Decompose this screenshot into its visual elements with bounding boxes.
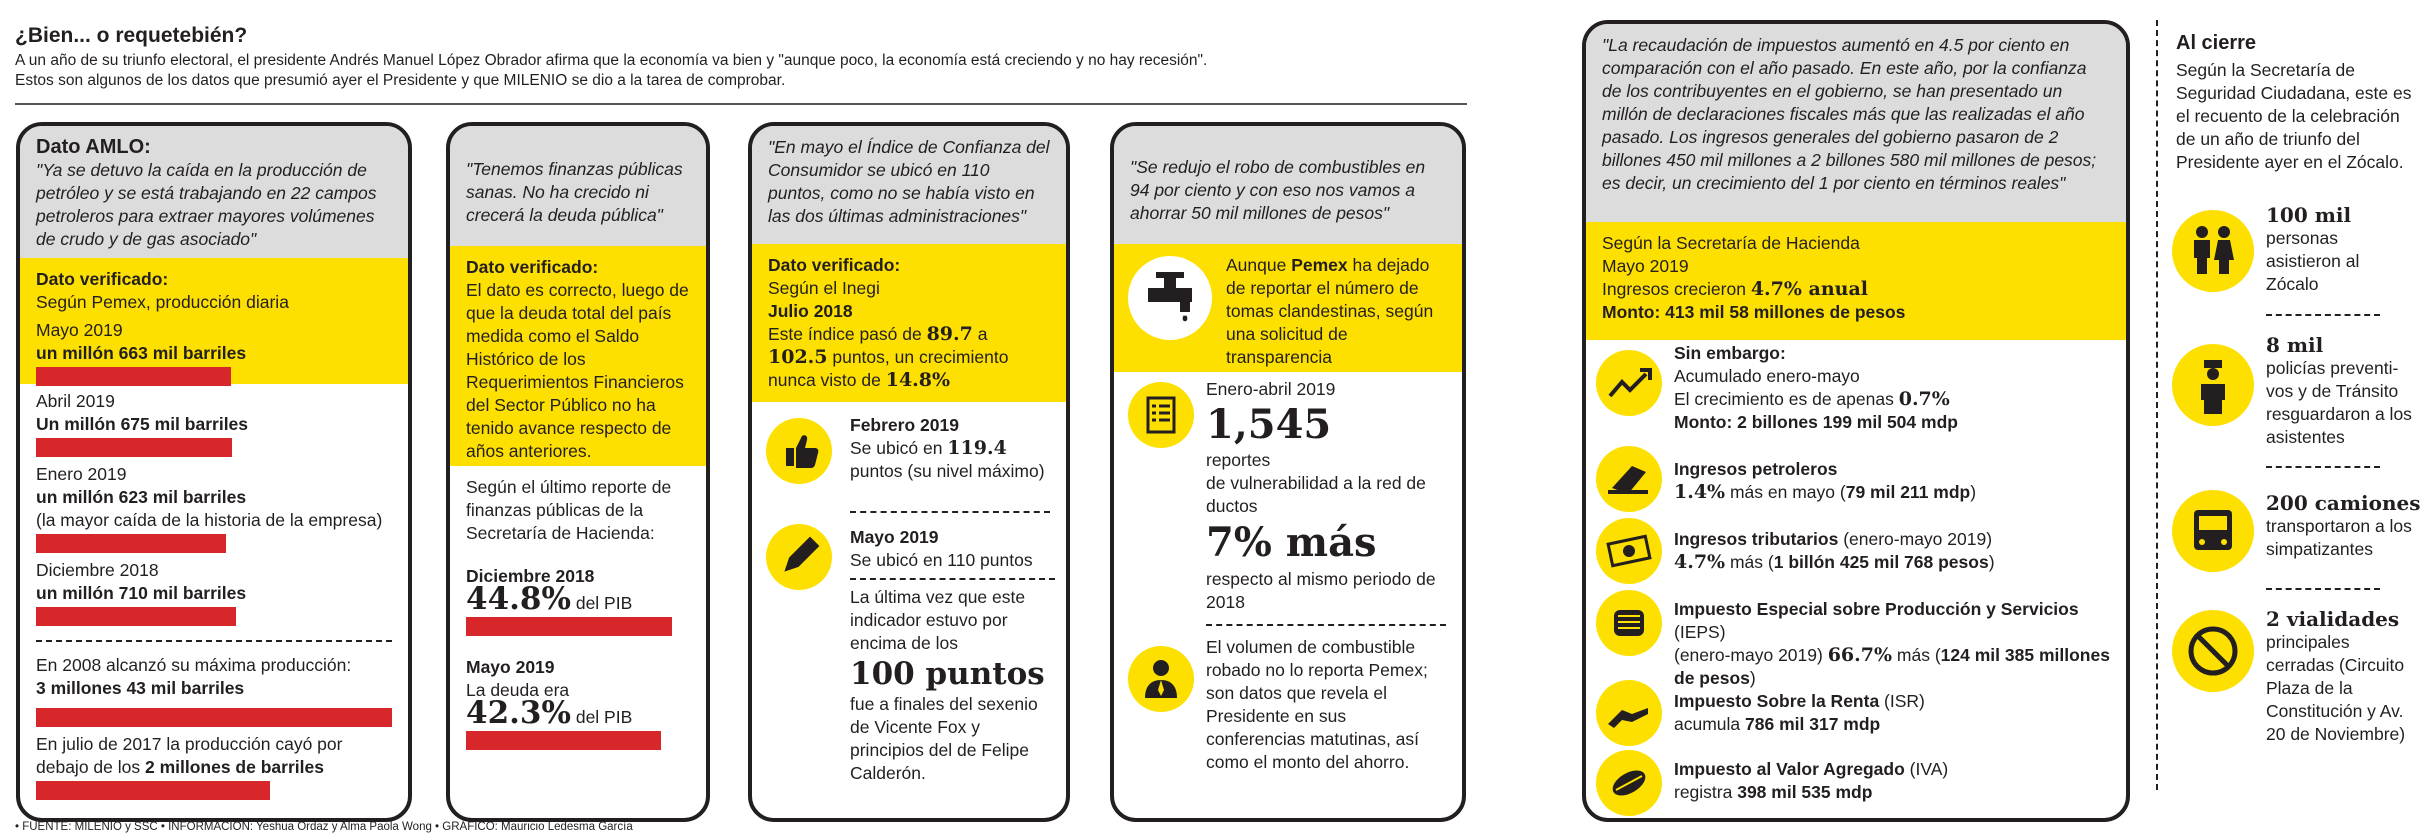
card3-n1: 89.7 — [926, 323, 973, 345]
card3-f1a: Se ubicó en — [850, 438, 948, 458]
card5-i6a: Impuesto al Valor Agregado — [1674, 759, 1905, 779]
card3-verified-box — [752, 244, 1066, 402]
card5-i6b: (IVA) — [1904, 759, 1949, 779]
side-s4n: 2 vialidades — [2266, 607, 2400, 631]
card5-y1: Según la Secretaría de Hacienda — [1602, 233, 1860, 253]
card1-bar-apr — [36, 438, 232, 457]
card1-m6: En julio de 2017 la producción cayó por debajo de los — [36, 734, 343, 777]
card5-i6c: registra — [1674, 782, 1738, 802]
card5-i1n: 0.7% — [1898, 388, 1950, 410]
card5-i2d: ) — [1970, 482, 1977, 502]
card1-v3: un millón 623 mil barriles — [36, 487, 247, 507]
card5-i3a: Ingresos tributarios — [1674, 529, 1839, 549]
card2-verified: Dato verificado: — [466, 257, 599, 277]
coin-icon — [1596, 750, 1662, 816]
person-tie-icon — [1128, 646, 1194, 712]
card2-pib2: del PIB — [575, 707, 633, 727]
side-s1n: 100 mil — [2266, 203, 2352, 227]
card5-i2c: 79 mil 211 mdp — [1845, 482, 1971, 502]
card5-y3: Ingresos crecieron — [1602, 279, 1751, 299]
card4-y2: Pemex — [1291, 255, 1348, 275]
card5-i4e: 124 mil 385 millones de pesos — [1674, 645, 2110, 688]
card1-bar-jan — [36, 534, 226, 553]
card1-source: Según Pemex, producción diaria — [36, 292, 289, 312]
card1-title: Dato AMLO: — [36, 136, 151, 158]
card3-month: Julio 2018 — [768, 301, 853, 321]
side-divider-1 — [2266, 314, 2380, 316]
card5-i5c: acumula — [1674, 714, 1746, 734]
card3-source: Según el Inegi — [768, 278, 880, 298]
card3-end: fue a finales del sexenio de Vicente Fox y principios del de Felipe Calderón. — [850, 694, 1038, 783]
card3-t3: puntos, un crecimiento nunca visto de — [768, 347, 1009, 390]
card3-n3: 14.8% — [885, 369, 951, 391]
card1-m3: Enero 2019 — [36, 464, 127, 484]
card5-i3c: más ( — [1725, 552, 1774, 572]
card5-i1a: Sin embargo: — [1674, 343, 1786, 363]
card1-v5: 3 millones 43 mil barriles — [36, 678, 245, 698]
card-fuel-theft — [1110, 122, 1466, 822]
card5-i4c: (enero-mayo 2019) — [1674, 645, 1828, 665]
card4-t4: El volumen de combustible robado no lo reporta Pemex; son datos que revela el Presidente en sus conferencias matutinas, así como el monto del ahorro. — [1206, 637, 1428, 772]
card1-quote-box — [20, 126, 408, 258]
card5-i1d: Monto: 2 billones 199 mil 504 mdp — [1674, 412, 1958, 432]
card5-i5a: Impuesto Sobre la Renta — [1674, 691, 1880, 711]
card3-divider — [850, 511, 1050, 513]
card2-d1: Diciembre 2018 — [466, 566, 595, 586]
card3-n2: 102.5 — [768, 346, 828, 368]
card2-pib1: del PIB — [575, 593, 633, 613]
card5-i4f: ) — [1749, 668, 1756, 688]
hand-coins-icon — [1596, 680, 1662, 746]
card5-i6d: 398 mil 535 mdp — [1737, 782, 1873, 802]
card3-t1: Este índice pasó de — [768, 324, 927, 344]
card5-i3d: 1 billón 425 mil 768 pesos — [1773, 552, 1989, 572]
card3-f2a: Se ubicó en 110 puntos — [850, 550, 1033, 570]
side-divider-3 — [2266, 588, 2380, 590]
checklist-icon — [1128, 382, 1194, 448]
card4-quote: "Se redujo el robo de combustibles en 94 por ciento y con eso nos vamos a ahorrar 50 mil millones de pesos" — [1114, 126, 1462, 244]
card3-quote: "En mayo el Índice de Confianza del Consumidor se ubicó en 110 puntos, como no se había visto en las dos últimas administraciones" — [752, 126, 1066, 244]
hand-icon — [1596, 590, 1662, 656]
card2-d2b: La deuda era — [466, 680, 570, 700]
card2-p1: 44.8% — [466, 581, 571, 617]
card4-y3: ha dejado de reportar el número de tomas clandestinas, según una solicitud de transparencia — [1226, 255, 1434, 367]
card1-bar-2017 — [36, 781, 270, 800]
card5-i4n: 66.7% — [1827, 644, 1893, 666]
side-s2n: 8 mil — [2266, 333, 2324, 357]
card5-i5d: 786 mil 317 mdp — [1745, 714, 1881, 734]
card5-i3n: 4.7% — [1674, 551, 1726, 573]
card3-f2: Mayo 2019 — [850, 527, 939, 547]
card5-i4b: (IEPS) — [1674, 622, 1726, 642]
card4-t2: de vulnerabilidad a la red de ductos — [1206, 473, 1426, 516]
bus-icon — [2172, 490, 2254, 572]
card2-p2: 42.3% — [466, 695, 571, 731]
card1-v1: un millón 663 mil barriles — [36, 343, 247, 363]
pencil-icon — [766, 524, 832, 590]
intro-line-1: A un año de su triunfo electoral, el presidente Andrés Manuel López Obrador afirma que la economía va bien y "aunque poco, la economía está creciendo y no hay recesión". — [15, 52, 1208, 69]
card3-f1: Febrero 2019 — [850, 415, 959, 435]
people-icon — [2172, 210, 2254, 292]
card2-verified-box — [450, 246, 706, 466]
card1-verified: Dato verificado: — [36, 269, 169, 289]
card5-y3n: 4.7% anual — [1750, 278, 1869, 300]
faucet-icon — [1128, 256, 1212, 340]
card2-text: El dato es correcto, luego de que la deuda total del país medida como el Saldo Histórico de los Requerimientos Financieros del Sector Público no ha tenido avance respecto de años anteriores. — [466, 280, 689, 461]
card-consumer-confidence — [748, 122, 1070, 822]
card4-period: Enero-abril 2019 — [1206, 379, 1336, 399]
no-entry-icon — [2172, 610, 2254, 692]
card1-m1: Mayo 2019 — [36, 320, 123, 340]
card2-bar-may — [466, 731, 661, 750]
card1-v4: un millón 710 mil barriles — [36, 583, 247, 603]
money-bill-icon — [1596, 518, 1662, 584]
police-officer-icon — [2172, 344, 2254, 426]
side-divider-2 — [2266, 466, 2380, 468]
card5-y4: Monto: 413 mil 58 millones de pesos — [1602, 302, 1906, 322]
card4-t3: respecto al mismo periodo de 2018 — [1206, 569, 1436, 612]
card5-verified-box — [1586, 222, 2126, 340]
side-s2: policías preventi- vos y de Tránsito resguardaron a los asistentes — [2266, 358, 2412, 447]
footer-credits: • FUENTE: MILENIO y SSC • INFORMACIÓN: Yeshua Ordaz y Alma Paola Wong • GRÁFICO: Mauricio Ledesma García — [15, 821, 633, 833]
card5-i4d: más ( — [1892, 645, 1941, 665]
card5-i2b: más en mayo ( — [1725, 482, 1846, 502]
card4-t1: reportes — [1206, 450, 1271, 470]
side-title: Al cierre — [2176, 32, 2257, 54]
card3-f1b: puntos (su nivel máximo) — [850, 461, 1045, 481]
card5-i3e: ) — [1988, 552, 1995, 572]
side-s1: personas asistieron al Zócalo — [2266, 228, 2360, 294]
card3-big: 100 puntos — [850, 656, 1045, 692]
trend-up-icon — [1596, 350, 1662, 416]
card1-m4: Diciembre 2018 — [36, 560, 159, 580]
side-s4: principales cerradas (Circuito Plaza de la Constitución y Av. 20 de Noviembre) — [2266, 632, 2406, 744]
card1-bar-2008 — [36, 708, 392, 727]
card1-v3b: (la mayor caída de la historia de la empresa) — [36, 510, 383, 530]
card5-i2n: 1.4% — [1674, 481, 1726, 503]
card5-i3b: (enero-mayo 2019) — [1838, 529, 1993, 549]
card1-quote: "Ya se detuvo la caída en la producción de petróleo y se está trabajando en 22 campos petroleros para extraer mayores volúmenes de crudo y de gas asociado" — [36, 160, 377, 249]
card4-pct: 7% más — [1206, 519, 1377, 566]
side-intro: Según la Secretaría de Seguridad Ciudadana, este es el recuento de la celebración de un año de triunfo del Presidente ayer en el Zócalo. — [2176, 60, 2412, 172]
card1-m5: En 2008 alcanzó su máxima producción: — [36, 655, 352, 675]
card1-v6: 2 millones de barriles — [144, 757, 324, 777]
sidebar-divider — [2156, 20, 2158, 790]
card4-verified-box — [1114, 244, 1462, 372]
side-s3n: 200 camiones — [2266, 491, 2421, 515]
card2-quote: "Tenemos finanzas públicas sanas. No ha crecido ni crecerá la deuda pública" — [450, 126, 706, 246]
card5-i5b: (ISR) — [1879, 691, 1925, 711]
card5-i4a: Impuesto Especial sobre Producción y Servicios — [1674, 599, 2079, 619]
oil-barrel-icon — [1596, 446, 1662, 512]
card5-quote: "La recaudación de impuestos aumentó en 4.5 por ciento en comparación con el año pasado. En este año, por la confianza de los contribuyentes en el gobierno, se han presentado un millón de declaraciones fiscales más que las realizadas el año pasado. Los ingresos generales del gobierno pasaron de 2 billones 450 mil millones a 2 billones 580 mil millones de pesos; es decir, un crecimiento del 1 por ciento en términos reales" — [1586, 24, 2126, 222]
card-public-debt — [446, 122, 710, 822]
intro-line-2: Estos son algunos de los datos que presumió ayer el Presidente y que MILENIO se dio a la tarea de comprobar. — [15, 72, 786, 89]
card3-last: La última vez que este indicador estuvo por encima de los — [850, 587, 1026, 653]
card2-d2: Mayo 2019 — [466, 657, 555, 677]
card5-i2a: Ingresos petroleros — [1674, 459, 1838, 479]
header-rule — [15, 103, 1467, 105]
card5-i1c: El crecimiento es de apenas — [1674, 389, 1899, 409]
card1-verified-box — [20, 258, 408, 384]
card1-v2: Un millón 675 mil barriles — [36, 414, 249, 434]
card4-y1: Aunque — [1226, 255, 1292, 275]
side-s3: transportaron a los simpatizantes — [2266, 516, 2412, 559]
card3-divider2 — [850, 578, 1055, 580]
card-oil-production — [16, 122, 412, 822]
card4-num: 1,545 — [1206, 401, 1332, 448]
card5-y2: Mayo 2019 — [1602, 256, 1689, 276]
thumbs-up-icon — [766, 418, 832, 484]
card4-divider — [1206, 624, 1446, 626]
card1-divider — [36, 640, 392, 642]
card1-m2: Abril 2019 — [36, 391, 115, 411]
card2-bar-dec — [466, 617, 672, 636]
card3-verified: Dato verificado: — [768, 255, 901, 275]
card1-bar-dec — [36, 607, 236, 626]
page-title: ¿Bien... o requetebién? — [15, 24, 248, 47]
card-tax-revenue — [1582, 20, 2130, 822]
card3-t2: a — [972, 324, 988, 344]
card5-i1b: Acumulado enero-mayo — [1674, 366, 1860, 386]
card3-f1n: 119.4 — [947, 437, 1007, 459]
card2-report: Según el último reporte de finanzas públicas de la Secretaría de Hacienda: — [466, 477, 672, 543]
